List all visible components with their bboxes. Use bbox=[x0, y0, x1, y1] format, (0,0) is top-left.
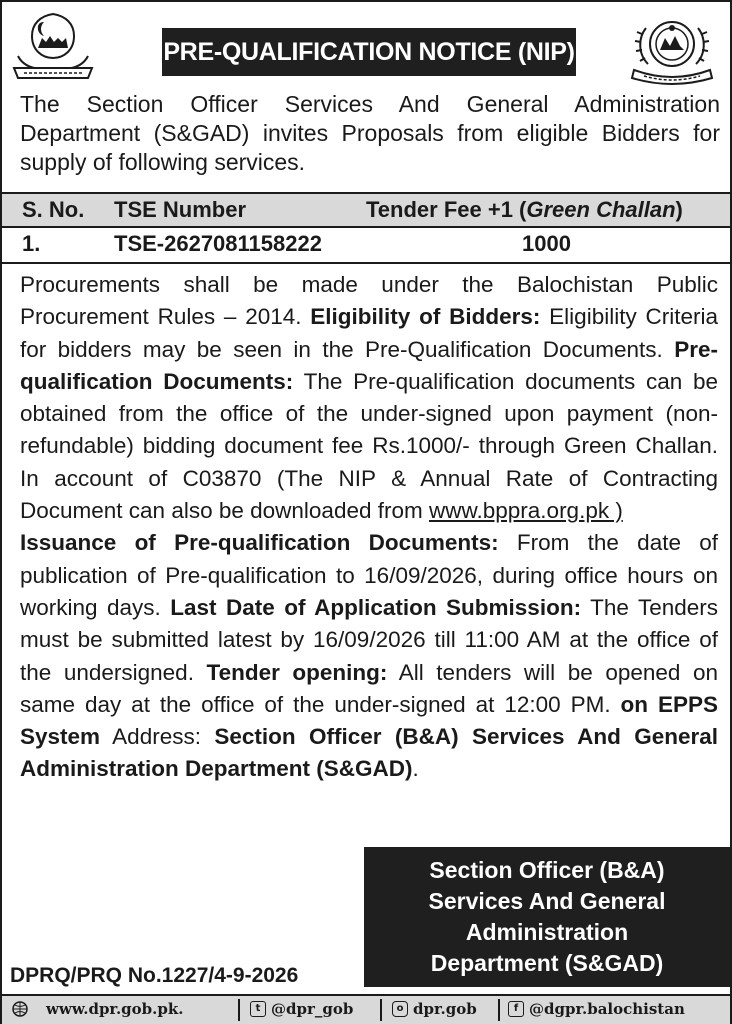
heading-tender-opening: Tender opening: bbox=[206, 659, 388, 685]
footer-divider bbox=[498, 999, 500, 1021]
col-fee-header: Tender Fee +1 (Green Challan) bbox=[366, 197, 683, 222]
col-sno-header: S. No. bbox=[22, 197, 85, 222]
bppra-link[interactable]: www.bppra.org.pk ) bbox=[429, 498, 623, 524]
row-sno: 1. bbox=[22, 231, 41, 256]
heading-last-date: Last Date of Application Submission: bbox=[170, 594, 582, 620]
reference-number: DPRQ/PRQ No.1227/4-9-2026 bbox=[10, 964, 299, 987]
table-row bbox=[2, 228, 730, 264]
address-text: Section Officer (B&A) Services And General Administration Department (S&GAD) bbox=[20, 724, 718, 782]
notice-body: Procurements shall be made under the Balochistan Public Procurement Rules – 2014. Eligibility of Bidders: Eligibility Criteria for bidders may be seen in the Pre-Qualification Documents. Pre-qualification Documents: The Pre-qualification documents can be obtained from the office of the under-signed upon payment (non-refundable) bidding document fee Rs.1000/- through Green Challan. In account of C03870 (The NIP & Annual Rate of Contracting Document can also be downloaded from www.bppra.org.pk ) Issuance of Pre-qualification Documents: From the date of publication of Pre-qualification to 16/09/2026, during office hours on working days. Last Date of Application Submission: The Tenders must be submitted latest by 16/09/2026 till 11:00 AM at the office of the undersigned. Tender opening: All tenders will be opened on same day at the office of the under-signed at 12:00 PM. on EPPS System Address: Section Officer (B&A) Services And General Administration Department (S&GAD). bbox=[20, 272, 719, 782]
facebook-icon: f bbox=[508, 1001, 524, 1017]
signature-line-4: Department (S&GAD) bbox=[430, 950, 664, 976]
heading-epps: on EPPS System bbox=[20, 691, 718, 750]
signature-block bbox=[364, 847, 730, 987]
heading-eligibility: Eligibility of Bidders: bbox=[310, 304, 541, 330]
heading-issuance: Issuance of Pre-qualification Documents: bbox=[20, 530, 499, 556]
row-tse-number: TSE-2627081158222 bbox=[114, 231, 322, 256]
notice-title: PRE-QUALIFICATION NOTICE (NIP) bbox=[162, 28, 576, 76]
instagram-icon: o bbox=[392, 1001, 408, 1017]
globe-icon bbox=[12, 1001, 42, 1017]
footer-bar bbox=[2, 994, 730, 1024]
footer-twitter[interactable]: t @dpr_gob bbox=[250, 1000, 353, 1018]
balochistan-emblem-icon bbox=[10, 12, 96, 86]
col-tse-header: TSE Number bbox=[114, 197, 247, 222]
footer-instagram[interactable]: o dpr.gob bbox=[392, 1000, 477, 1018]
signature-line-1: Section Officer (B&A) bbox=[429, 857, 665, 883]
signature-line-3: Administration bbox=[465, 919, 629, 945]
government-seal-icon bbox=[620, 14, 724, 86]
twitter-icon: t bbox=[250, 1001, 266, 1017]
signature-line-2: Services And General bbox=[428, 888, 666, 914]
intro-paragraph: The Section Officer Services And General Administration Department (S&GAD) invites Proposals from eligible Bidders for supply of following services. bbox=[20, 91, 720, 175]
footer-divider bbox=[380, 999, 382, 1021]
footer-divider bbox=[238, 999, 240, 1021]
row-tender-fee: 1000 bbox=[522, 231, 571, 256]
footer-facebook[interactable]: f @dgpr.balochistan bbox=[508, 1000, 685, 1018]
table-header bbox=[2, 192, 730, 228]
footer-website[interactable]: www.dpr.gob.pk. bbox=[12, 1000, 183, 1018]
heading-prequal-documents: Pre-qualification Documents: bbox=[20, 336, 718, 394]
